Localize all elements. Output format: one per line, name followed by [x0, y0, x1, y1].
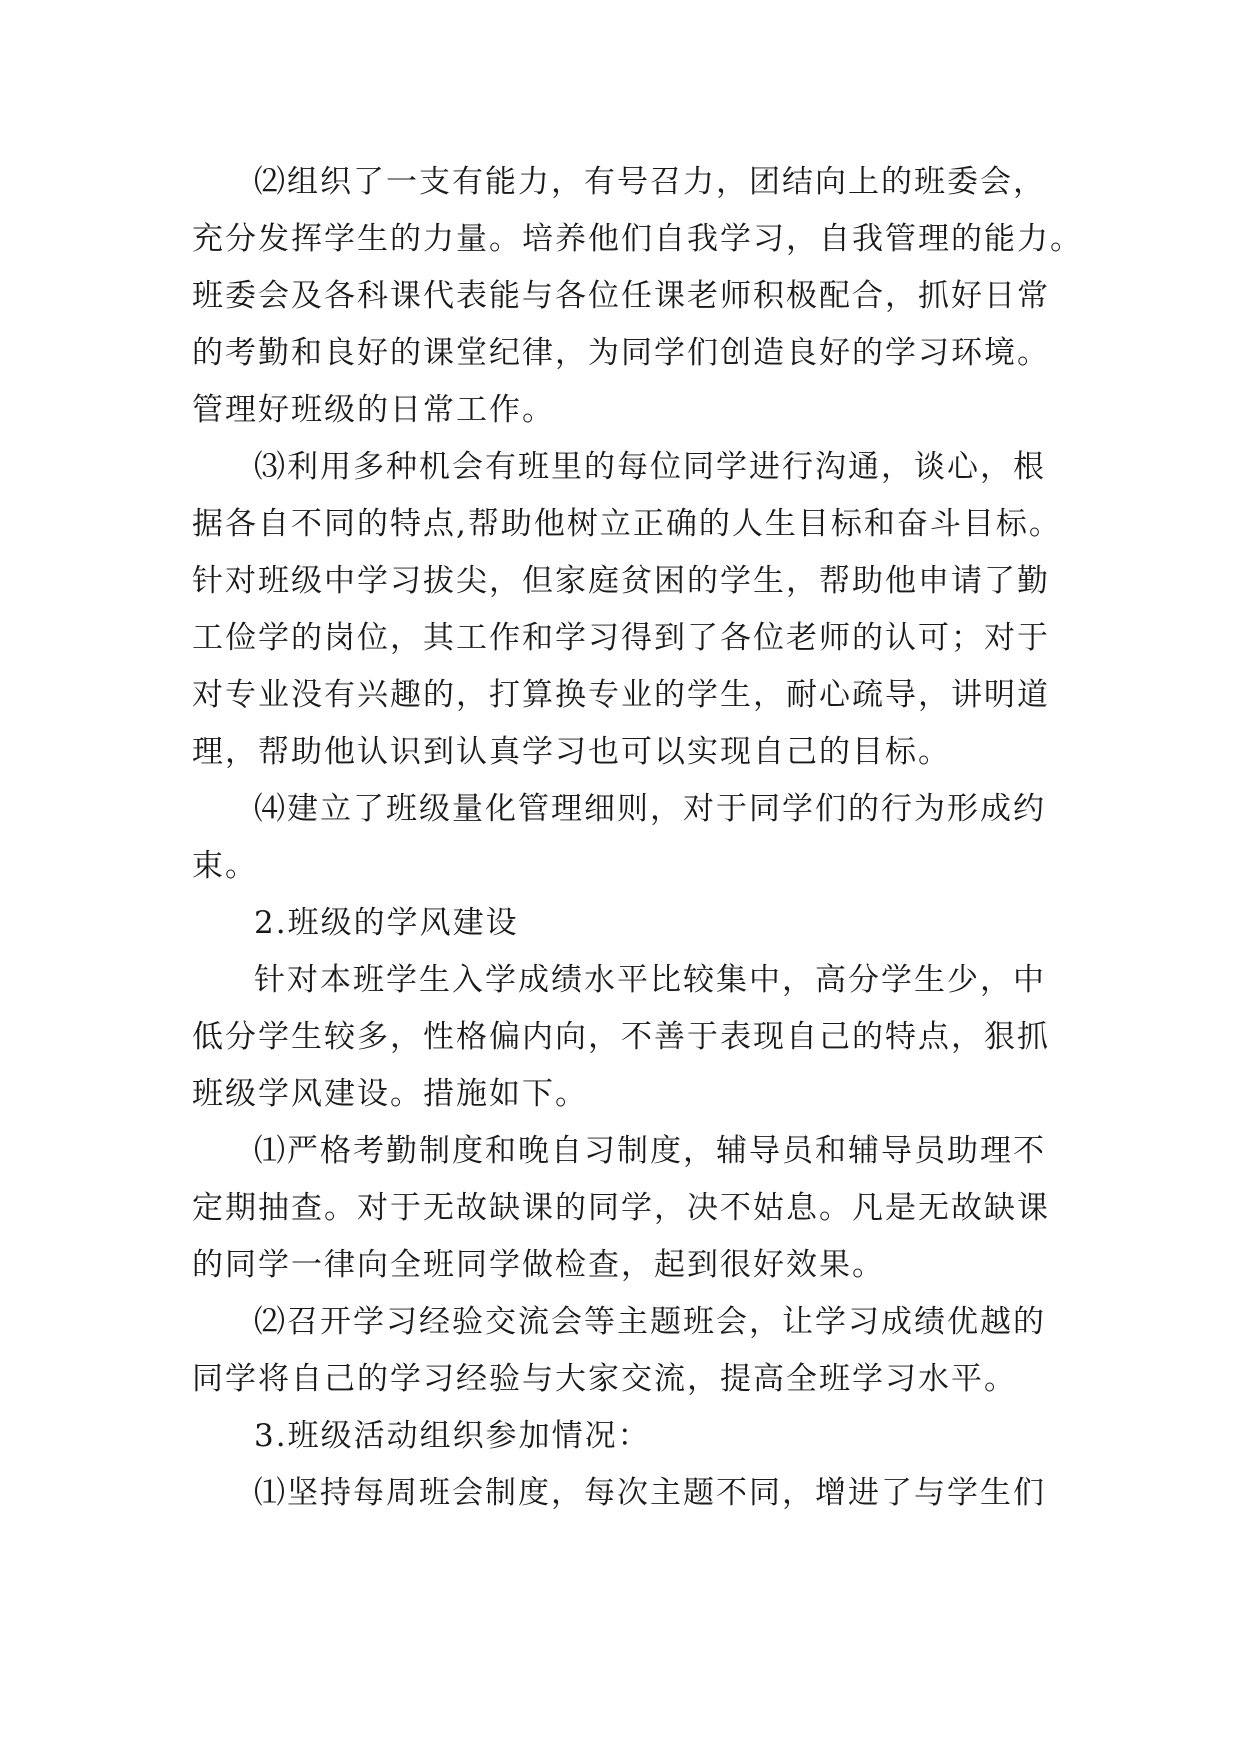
text-line: 针对本班学生入学成绩水平比较集中，高分学生少，中	[254, 962, 1046, 998]
text-line: 对专业没有兴趣的，打算换专业的学生，耐心疏导，讲明道	[192, 677, 1050, 713]
text-line: 的同学一律向全班同学做检查，起到很好效果。	[192, 1247, 885, 1283]
text-line: ⑷建立了班级量化管理细则，对于同学们的行为形成约	[254, 791, 1046, 827]
text-line: ⑶利用多种机会有班里的每位同学进行沟通，谈心，根	[254, 449, 1046, 485]
text-line: ⑵召开学习经验交流会等主题班会，让学习成绩优越的	[254, 1304, 1046, 1340]
text-line: 定期抽查。对于无故缺课的同学，决不姑息。凡是无故缺课	[192, 1190, 1050, 1226]
text-line: 工俭学的岗位，其工作和学习得到了各位老师的认可；对于	[192, 620, 1050, 656]
text-line: ⑴坚持每周班会制度，每次主题不同，增进了与学生们	[254, 1475, 1046, 1511]
text-line: 同学将自己的学习经验与大家交流，提高全班学习水平。	[192, 1361, 1017, 1397]
text-line: 充分发挥学生的力量。培养他们自我学习，自我管理的能力。	[192, 221, 1083, 257]
section-heading: 2.班级的学风建设	[254, 905, 519, 941]
text-line: 班级学风建设。措施如下。	[192, 1076, 588, 1112]
text-line: 理，帮助他认识到认真学习也可以实现自己的目标。	[192, 734, 951, 770]
text-line: ⑵组织了一支有能力，有号召力，团结向上的班委会，	[254, 164, 1046, 200]
text-line: 针对班级中学习拔尖，但家庭贫困的学生，帮助他申请了勤	[192, 563, 1050, 599]
text-line: 的考勤和良好的课堂纪律，为同学们创造良好的学习环境。	[192, 335, 1050, 371]
text-line: ⑴严格考勤制度和晚自习制度，辅导员和辅导员助理不	[254, 1133, 1046, 1169]
text-line: 管理好班级的日常工作。	[192, 392, 555, 428]
text-line: 班委会及各科课代表能与各位任课老师积极配合，抓好日常	[192, 278, 1050, 314]
text-line: 据各自不同的特点,帮助他树立正确的人生目标和奋斗目标。	[192, 506, 1062, 542]
text-line: 低分学生较多，性格偏内向，不善于表现自己的特点，狠抓	[192, 1019, 1050, 1055]
section-heading: 3.班级活动组织参加情况：	[254, 1418, 651, 1454]
text-line: 束。	[192, 848, 258, 884]
